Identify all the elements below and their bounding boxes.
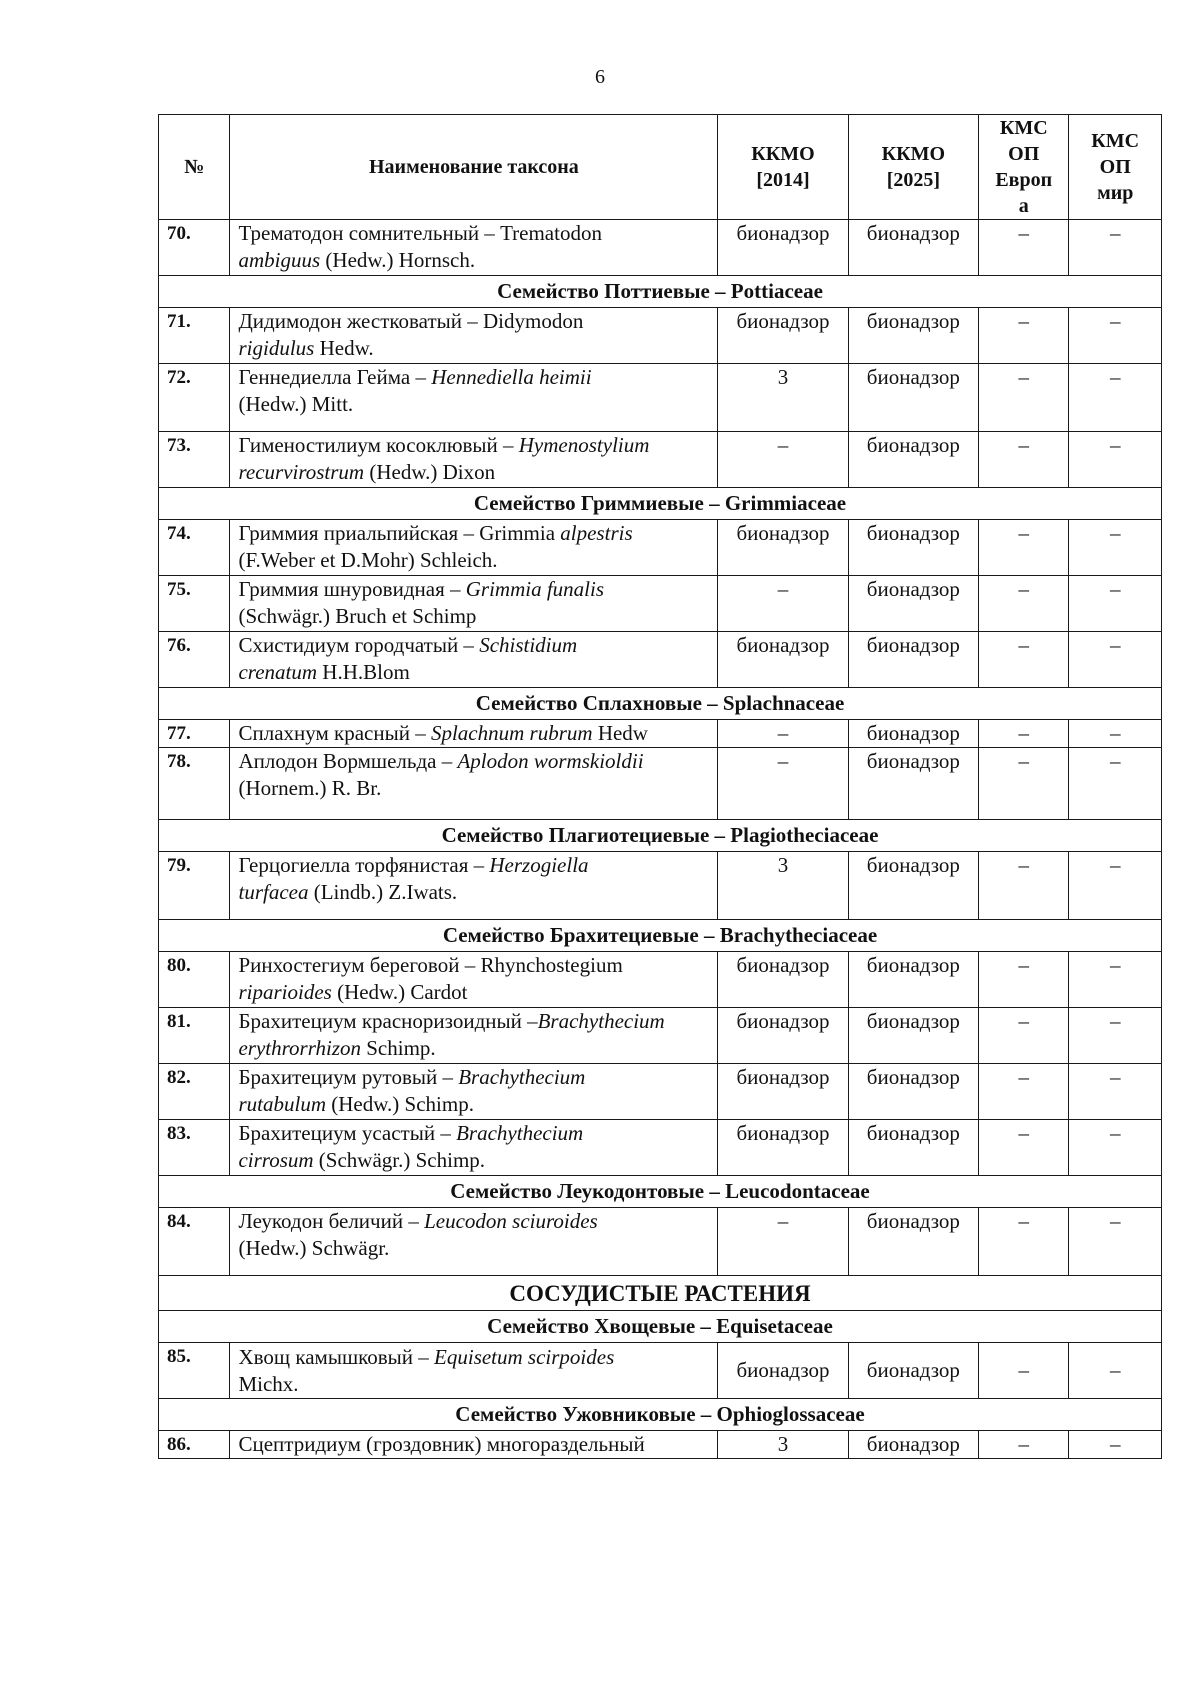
status-kms-europe: – xyxy=(979,364,1069,432)
table-row xyxy=(159,432,1162,488)
taxon-name-latin-genus: Herzogiella xyxy=(489,853,589,877)
taxon-author: Hedw xyxy=(592,721,648,745)
table-row xyxy=(159,308,1162,364)
taxon-name-russian: Брахитециум усастый – xyxy=(238,1121,457,1145)
status-kms-europe: – xyxy=(979,720,1069,748)
status-kms-world: – xyxy=(1069,748,1162,820)
taxon-name-latin-genus: Rhynchostegium xyxy=(480,953,623,977)
header-kms-europe: КМС ОП Европ а xyxy=(979,115,1069,220)
taxon-author: (Hedw.) Schwägr. xyxy=(238,1236,390,1260)
status-kms-europe: – xyxy=(979,576,1069,632)
status-kms-world: – xyxy=(1069,1064,1162,1120)
taxon-number: 72. xyxy=(159,364,230,432)
status-kkmo-2014: бионадзор xyxy=(718,220,848,276)
table-row xyxy=(159,520,1162,576)
family-heading: Семейство Гриммиевые – Grimmiaceae xyxy=(159,488,1162,520)
taxon-name-latin-genus: Grimmia funalis xyxy=(465,577,604,601)
status-kkmo-2014: бионадзор xyxy=(718,1064,848,1120)
status-kms-world: – xyxy=(1069,1208,1162,1276)
taxon-name-latin-genus: Splachnum rubrum xyxy=(430,721,593,745)
status-kms-world: – xyxy=(1069,1120,1162,1176)
taxon-author: Michx. xyxy=(238,1371,299,1396)
taxon-author: (Hedw.) Hornsch. xyxy=(320,248,476,272)
taxon-name-russian: Леукодон беличий – xyxy=(238,1209,425,1233)
table-row xyxy=(159,720,1162,748)
taxon-name-latin-genus: Aplodon wormskioldii xyxy=(457,749,644,773)
table-row xyxy=(159,364,1162,432)
taxon-name xyxy=(230,632,718,688)
taxon-name xyxy=(230,1431,718,1459)
status-kkmo-2025: бионадзор xyxy=(848,520,978,576)
taxon-name-latin-genus: Leucodon sciuroides xyxy=(424,1209,598,1233)
taxon-name-latin-genus: Brachythecium xyxy=(456,1121,584,1145)
family-heading: Семейство Поттиевые – Pottiaceae xyxy=(159,276,1162,308)
status-kms-europe: – xyxy=(979,1120,1069,1176)
status-kms-world: – xyxy=(1069,220,1162,276)
status-kms-world: – xyxy=(1069,520,1162,576)
status-kkmo-2014: бионадзор xyxy=(718,1120,848,1176)
taxon-number: 75. xyxy=(159,576,230,632)
taxon-name xyxy=(230,576,718,632)
taxon-author: (Schwägr.) Bruch et Schimp xyxy=(238,604,477,628)
section-row xyxy=(159,1276,1162,1311)
taxon-name-russian: Ринхостегиум береговой – xyxy=(238,953,481,977)
taxon-author: (Hedw.) Cardot xyxy=(331,980,468,1004)
taxon-number: 78. xyxy=(159,748,230,820)
taxon-number: 79. xyxy=(159,852,230,920)
taxon-name-russian: Брахитециум красноризоидный – xyxy=(238,1009,538,1033)
status-kkmo-2014: 3 xyxy=(718,1431,848,1459)
taxon-number: 76. xyxy=(159,632,230,688)
status-kms-europe: – xyxy=(979,1431,1069,1459)
status-kms-world: – xyxy=(1069,364,1162,432)
status-kms-world: – xyxy=(1069,1343,1162,1399)
header-kms-world: КМС ОП мир xyxy=(1069,115,1162,220)
table-row xyxy=(159,748,1162,820)
table-row xyxy=(159,1064,1162,1120)
status-kkmo-2014: – xyxy=(718,576,848,632)
taxon-author: (F.Weber et D.Mohr) Schleich. xyxy=(238,548,498,572)
header-taxon-name: Наименование таксона xyxy=(230,115,718,220)
taxon-name-latin-epithet: rutabulum xyxy=(238,1092,326,1116)
family-heading: Семейство Сплахновые – Splachnaceae xyxy=(159,688,1162,720)
status-kkmo-2014: – xyxy=(718,720,848,748)
status-kkmo-2025: бионадзор xyxy=(848,720,978,748)
taxon-name-latin-genus: Equisetum scirpoides xyxy=(434,1344,615,1369)
family-heading: Семейство Ужовниковые – Ophioglossaceae xyxy=(159,1399,1162,1431)
status-kkmo-2025: бионадзор xyxy=(848,1064,978,1120)
taxa-table xyxy=(158,114,1162,1459)
taxon-name xyxy=(230,520,718,576)
status-kms-europe: – xyxy=(979,1208,1069,1276)
taxon-name-russian: Хвощ камышковый – xyxy=(238,1344,435,1369)
taxon-name xyxy=(230,432,718,488)
taxon-name-latin-genus: Brachythecium xyxy=(458,1065,586,1089)
taxon-number: 80. xyxy=(159,952,230,1008)
status-kkmo-2025: бионадзор xyxy=(848,952,978,1008)
status-kms-world: – xyxy=(1069,1431,1162,1459)
family-row xyxy=(159,1311,1162,1343)
header-kkmo-2025: ККМО [2025] xyxy=(848,115,978,220)
taxon-name-latin-genus: Trematodon xyxy=(500,221,602,245)
status-kkmo-2014: – xyxy=(718,432,848,488)
taxon-name xyxy=(230,220,718,276)
family-heading: Семейство Плагиотециевые – Plagiotheciaceae xyxy=(159,820,1162,852)
status-kkmo-2014: бионадзор xyxy=(718,308,848,364)
status-kms-europe: – xyxy=(979,1343,1069,1399)
taxon-name-latin-epithet: turfacea xyxy=(238,880,309,904)
table-row xyxy=(159,952,1162,1008)
taxon-name-russian: Геннедиелла Гейма – xyxy=(238,365,432,389)
taxon-name xyxy=(230,952,718,1008)
status-kms-world: – xyxy=(1069,432,1162,488)
family-row xyxy=(159,1176,1162,1208)
status-kkmo-2014: бионадзор xyxy=(718,1008,848,1064)
taxon-name xyxy=(230,748,718,820)
taxon-number: 83. xyxy=(159,1120,230,1176)
taxon-name xyxy=(230,1008,718,1064)
taxon-name-latin-genus: Didymodon xyxy=(482,309,584,333)
taxon-name-russian: Дидимодон жестковатый – xyxy=(238,309,483,333)
taxon-name-latin-epithet: ambiguus xyxy=(238,248,321,272)
taxon-name xyxy=(230,852,718,920)
taxon-author: (Hedw.) Schimp. xyxy=(326,1092,474,1116)
status-kkmo-2025: бионадзор xyxy=(848,1208,978,1276)
status-kkmo-2025: бионадзор xyxy=(848,1008,978,1064)
status-kkmo-2025: бионадзор xyxy=(848,1431,978,1459)
taxon-number: 77. xyxy=(159,720,230,748)
taxon-number: 86. xyxy=(159,1431,230,1459)
status-kkmo-2025: бионадзор xyxy=(848,852,978,920)
status-kms-europe: – xyxy=(979,432,1069,488)
taxon-name xyxy=(230,1343,718,1399)
taxon-name-latin-genus: Hennediella heimii xyxy=(431,365,592,389)
family-row xyxy=(159,488,1162,520)
section-heading: СОСУДИСТЫЕ РАСТЕНИЯ xyxy=(159,1276,1162,1311)
status-kkmo-2014: 3 xyxy=(718,852,848,920)
taxon-number: 82. xyxy=(159,1064,230,1120)
status-kkmo-2025: бионадзор xyxy=(848,220,978,276)
taxon-name xyxy=(230,1120,718,1176)
status-kms-world: – xyxy=(1069,852,1162,920)
taxon-name-latin-epithet: cirrosum xyxy=(238,1148,314,1172)
taxon-name xyxy=(230,308,718,364)
taxon-name-latin-epithet: Brachythecium erythrorrhizon xyxy=(238,1009,665,1060)
taxon-name-russian: Схистидиум городчатый – xyxy=(238,633,480,657)
table-row xyxy=(159,220,1162,276)
taxon-name-russian: Сплахнум красный – xyxy=(238,721,431,745)
taxon-name-russian: Гриммия шнуровидная – xyxy=(238,577,466,601)
table-header-row xyxy=(159,115,1162,220)
family-heading: Семейство Леукодонтовые – Leucodontaceae xyxy=(159,1176,1162,1208)
table-row xyxy=(159,1208,1162,1276)
table-row xyxy=(159,576,1162,632)
family-row xyxy=(159,1399,1162,1431)
taxon-name xyxy=(230,720,718,748)
family-row xyxy=(159,276,1162,308)
taxon-name-russian: Гименостилиум косоклювый – xyxy=(238,433,519,457)
page-number: 6 xyxy=(595,66,605,88)
taxon-name-russian: Сцептридиум (гроздовник) многораздельный xyxy=(238,1432,645,1456)
status-kms-world: – xyxy=(1069,952,1162,1008)
taxon-number: 70. xyxy=(159,220,230,276)
family-heading: Семейство Хвощевые – Equisetaceae xyxy=(159,1311,1162,1343)
taxon-name-latin-genus: alpestris xyxy=(560,521,633,545)
table-row xyxy=(159,1343,1162,1399)
status-kkmo-2025: бионадзор xyxy=(848,748,978,820)
taxon-name-latin-genus: Schistidium xyxy=(479,633,578,657)
family-row xyxy=(159,688,1162,720)
taxon-author: (Schwägr.) Schimp. xyxy=(313,1148,486,1172)
status-kms-world: – xyxy=(1069,308,1162,364)
status-kms-europe: – xyxy=(979,308,1069,364)
taxon-name-latin-epithet: rigidulus xyxy=(238,336,315,360)
header-num: № xyxy=(159,115,230,220)
status-kkmo-2025: бионадзор xyxy=(848,364,978,432)
status-kkmo-2025: бионадзор xyxy=(848,1120,978,1176)
taxon-name-latin-epithet: recurvirostrum xyxy=(238,460,365,484)
taxon-number: 85. xyxy=(159,1343,230,1399)
header-kkmo-2014: ККМО [2014] xyxy=(718,115,848,220)
status-kms-europe: – xyxy=(979,520,1069,576)
taxon-number: 74. xyxy=(159,520,230,576)
status-kms-world: – xyxy=(1069,1008,1162,1064)
taxon-author: Schimp. xyxy=(361,1036,436,1060)
family-row xyxy=(159,820,1162,852)
status-kkmo-2014: – xyxy=(718,748,848,820)
status-kms-europe: – xyxy=(979,748,1069,820)
taxon-author: (Hornem.) R. Br. xyxy=(238,776,382,800)
family-row xyxy=(159,920,1162,952)
family-heading: Семейство Брахитециевые – Brachytheciaceae xyxy=(159,920,1162,952)
table-body xyxy=(159,220,1162,1459)
taxon-name-latin-epithet: riparioides xyxy=(238,980,332,1004)
status-kms-europe: – xyxy=(979,220,1069,276)
table-row xyxy=(159,852,1162,920)
table-row xyxy=(159,1120,1162,1176)
taxon-number: 71. xyxy=(159,308,230,364)
status-kkmo-2025: бионадзор xyxy=(848,576,978,632)
taxon-name xyxy=(230,1208,718,1276)
taxon-name-russian: Герцогиелла торфянистая – xyxy=(238,853,490,877)
status-kkmo-2025: бионадзор xyxy=(848,632,978,688)
taxon-name-latin-epithet: crenatum xyxy=(238,660,318,684)
taxon-name-russian: Брахитециум рутовый – xyxy=(238,1065,459,1089)
taxon-name xyxy=(230,364,718,432)
taxon-name-russian: Трематодон сомнительный – xyxy=(238,221,501,245)
taxon-author: Hedw. xyxy=(314,336,374,360)
table-row xyxy=(159,632,1162,688)
status-kkmo-2025: бионадзор xyxy=(848,432,978,488)
taxon-author: (Hedw.) Dixon xyxy=(364,460,496,484)
status-kkmo-2014: бионадзор xyxy=(718,952,848,1008)
status-kkmo-2025: бионадзор xyxy=(848,1343,978,1399)
table-row xyxy=(159,1431,1162,1459)
table-row xyxy=(159,1008,1162,1064)
taxon-name-latin-genus: Hymenostylium xyxy=(518,433,650,457)
taxon-name-russian: Аплодон Вормшельда – xyxy=(238,749,458,773)
taxon-number: 81. xyxy=(159,1008,230,1064)
taxon-number: 73. xyxy=(159,432,230,488)
status-kms-europe: – xyxy=(979,1008,1069,1064)
status-kms-europe: – xyxy=(979,852,1069,920)
status-kkmo-2014: бионадзор xyxy=(718,520,848,576)
taxon-number: 84. xyxy=(159,1208,230,1276)
status-kms-europe: – xyxy=(979,952,1069,1008)
status-kkmo-2025: бионадзор xyxy=(848,308,978,364)
taxon-author: H.H.Blom xyxy=(317,660,410,684)
status-kkmo-2014: – xyxy=(718,1208,848,1276)
taxon-author: (Hedw.) Mitt. xyxy=(238,392,354,416)
status-kms-europe: – xyxy=(979,632,1069,688)
status-kkmo-2014: 3 xyxy=(718,364,848,432)
status-kms-world: – xyxy=(1069,632,1162,688)
taxon-author: (Lindb.) Z.Iwats. xyxy=(308,880,458,904)
taxon-name-russian: Гриммия приальпийская – Grimmia xyxy=(238,521,561,545)
status-kkmo-2014: бионадзор xyxy=(718,1343,848,1399)
status-kms-world: – xyxy=(1069,576,1162,632)
status-kms-world: – xyxy=(1069,720,1162,748)
status-kms-europe: – xyxy=(979,1064,1069,1120)
taxon-name xyxy=(230,1064,718,1120)
status-kkmo-2014: бионадзор xyxy=(718,632,848,688)
